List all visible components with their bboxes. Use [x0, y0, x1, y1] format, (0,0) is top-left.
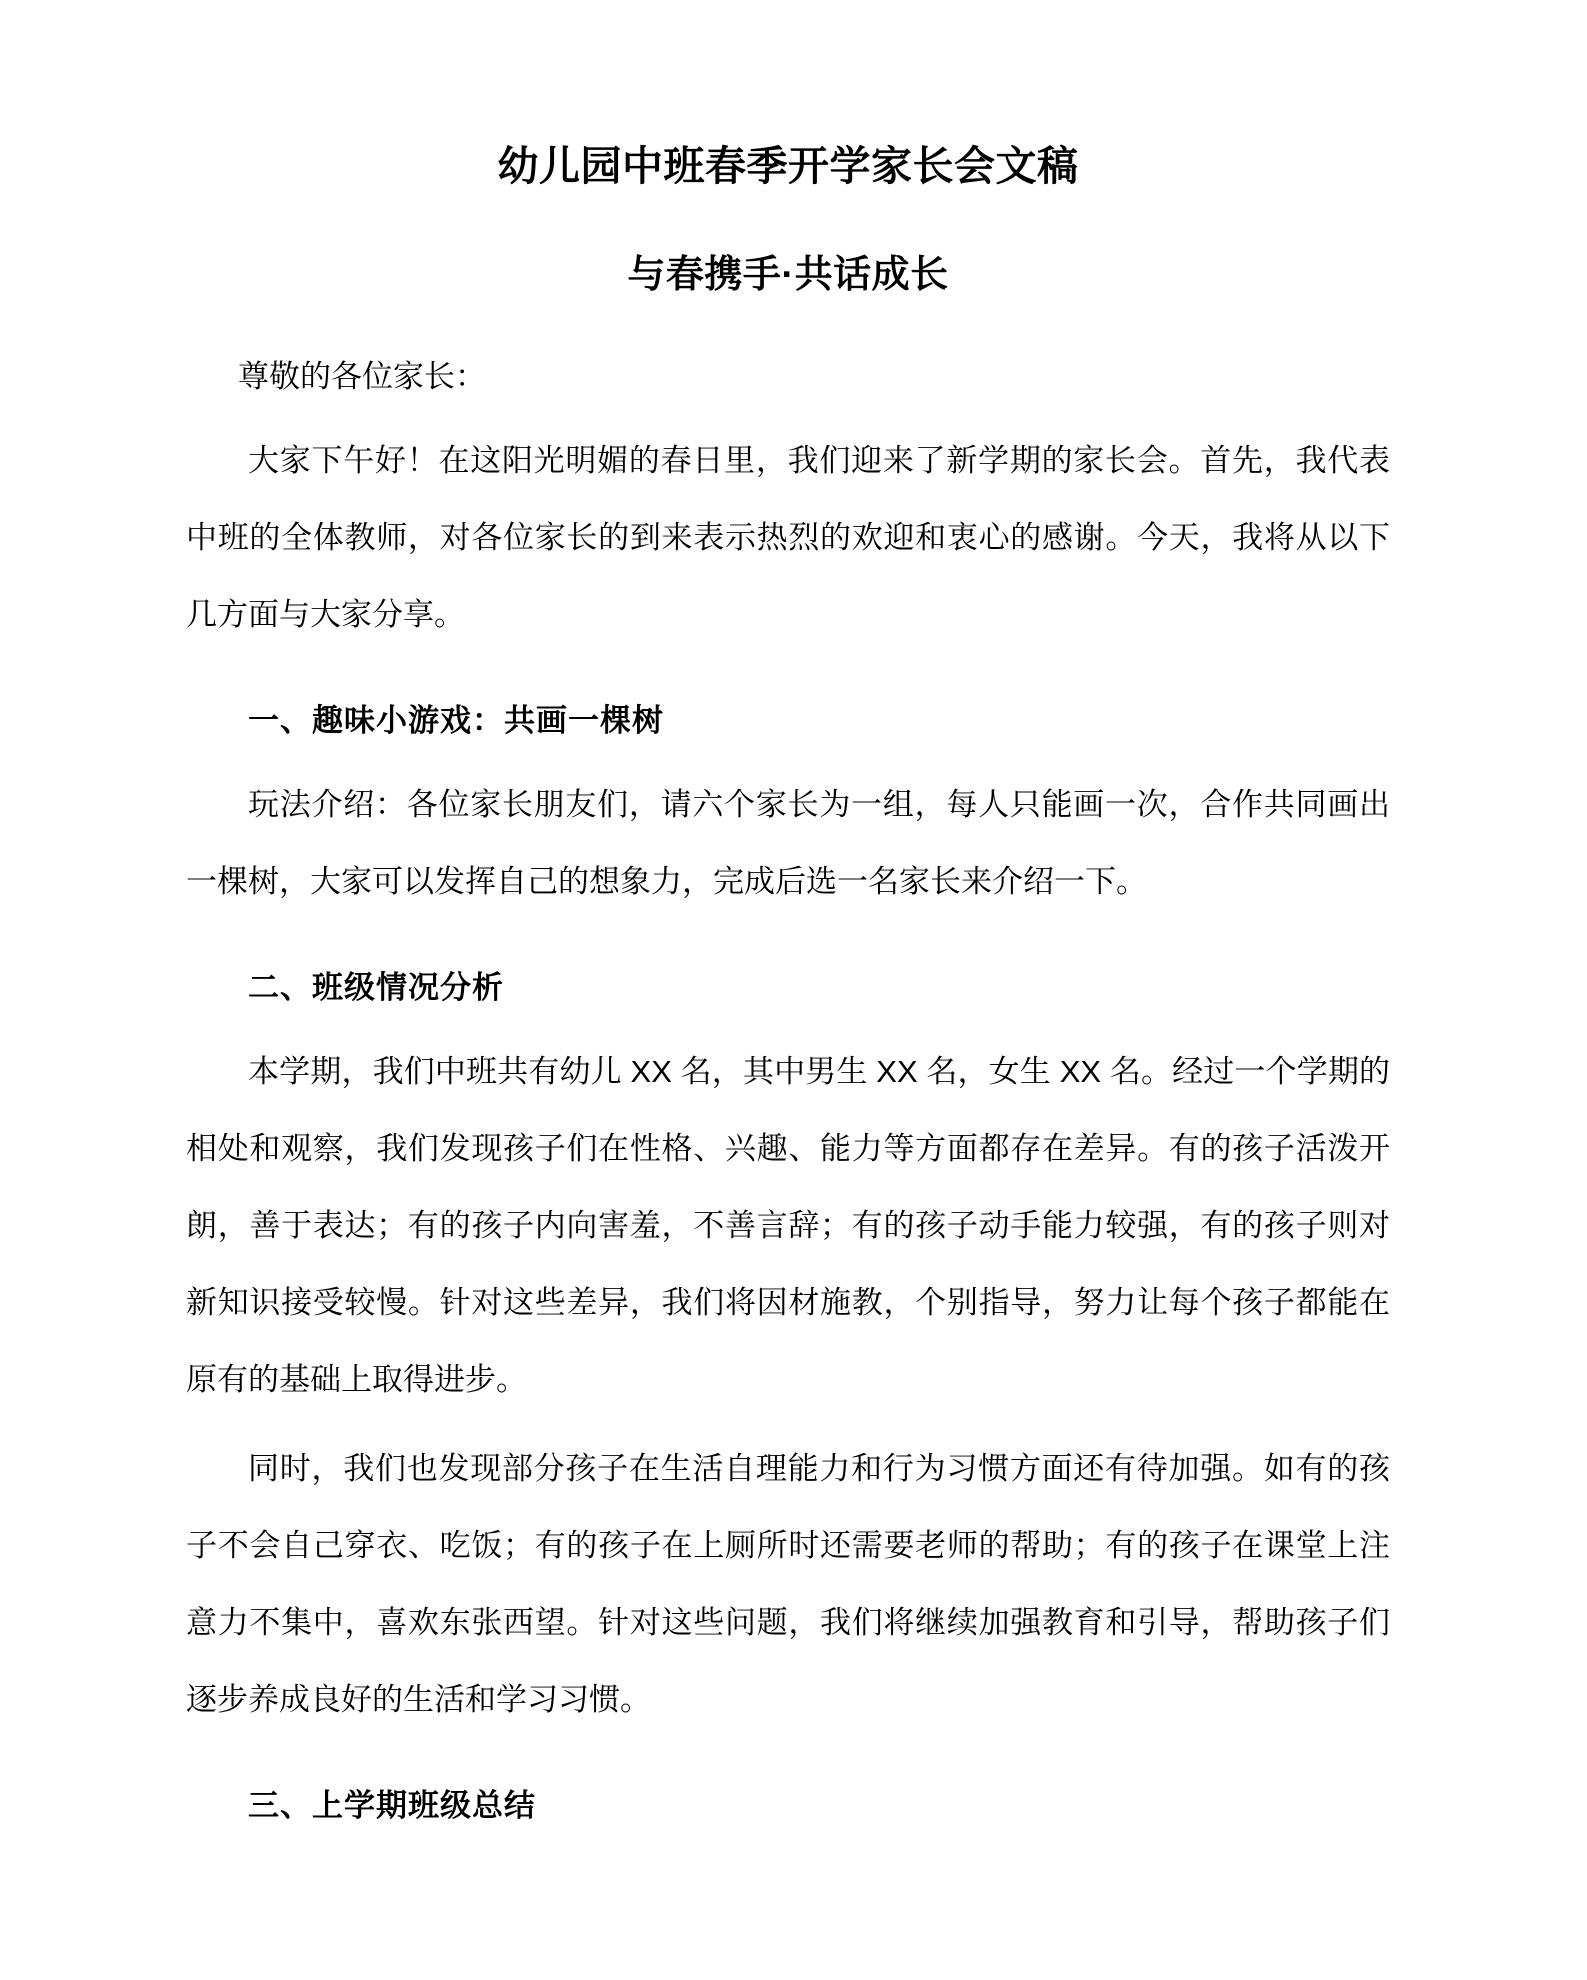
section-heading-3: 三、上学期班级总结	[248, 1787, 536, 1823]
document-content	[186, 0, 1390, 1821]
page-title: 幼儿园中班春季开学家长会文稿	[497, 143, 1079, 189]
salutation: 尊敬的各位家长：	[238, 358, 486, 394]
section-heading-2: 二、班级情况分析	[248, 969, 504, 1005]
intro-paragraph: 大家下午好！在这阳光明媚的春日里，我们迎来了新学期的家长会。首先，我代表中班的全体教师，对各位家长的到来表示热烈的欢迎和衷心的感谢。今天，我将从以下几方面与大家分享。	[186, 442, 1390, 632]
section-heading-1: 一、趣味小游戏：共画一棵树	[248, 702, 664, 738]
page-subtitle: 与春携手·共话成长	[627, 254, 949, 297]
section-1-paragraph-1: 玩法介绍：各位家长朋友们，请六个家长为一组，每人只能画一次，合作共同画出一棵树，大家可以发挥自己的想象力，完成后选一名家长来介绍一下。	[186, 786, 1390, 899]
section-2-paragraph-1: 本学期，我们中班共有幼儿 XX 名，其中男生 XX 名，女生 XX 名。经过一个学期的相处和观察，我们发现孩子们在性格、兴趣、能力等方面都存在差异。有的孩子活泼开朗，善于表达；有的孩子内向害羞，不善言辞；有的孩子动手能力较强，有的孩子则对新知识接受较慢。针对这些差异，我们将因材施教，个别指导，努力让每个孩子都能在原有的基础上取得进步。	[186, 1053, 1390, 1397]
section-2-paragraph-2: 同时，我们也发现部分孩子在生活自理能力和行为习惯方面还有待加强。如有的孩子不会自己穿衣、吃饭；有的孩子在上厕所时还需要老师的帮助；有的孩子在课堂上注意力不集中，喜欢东张西望。针对这些问题，我们将继续加强教育和引导，帮助孩子们逐步养成良好的生活和学习习惯。	[186, 1450, 1390, 1717]
